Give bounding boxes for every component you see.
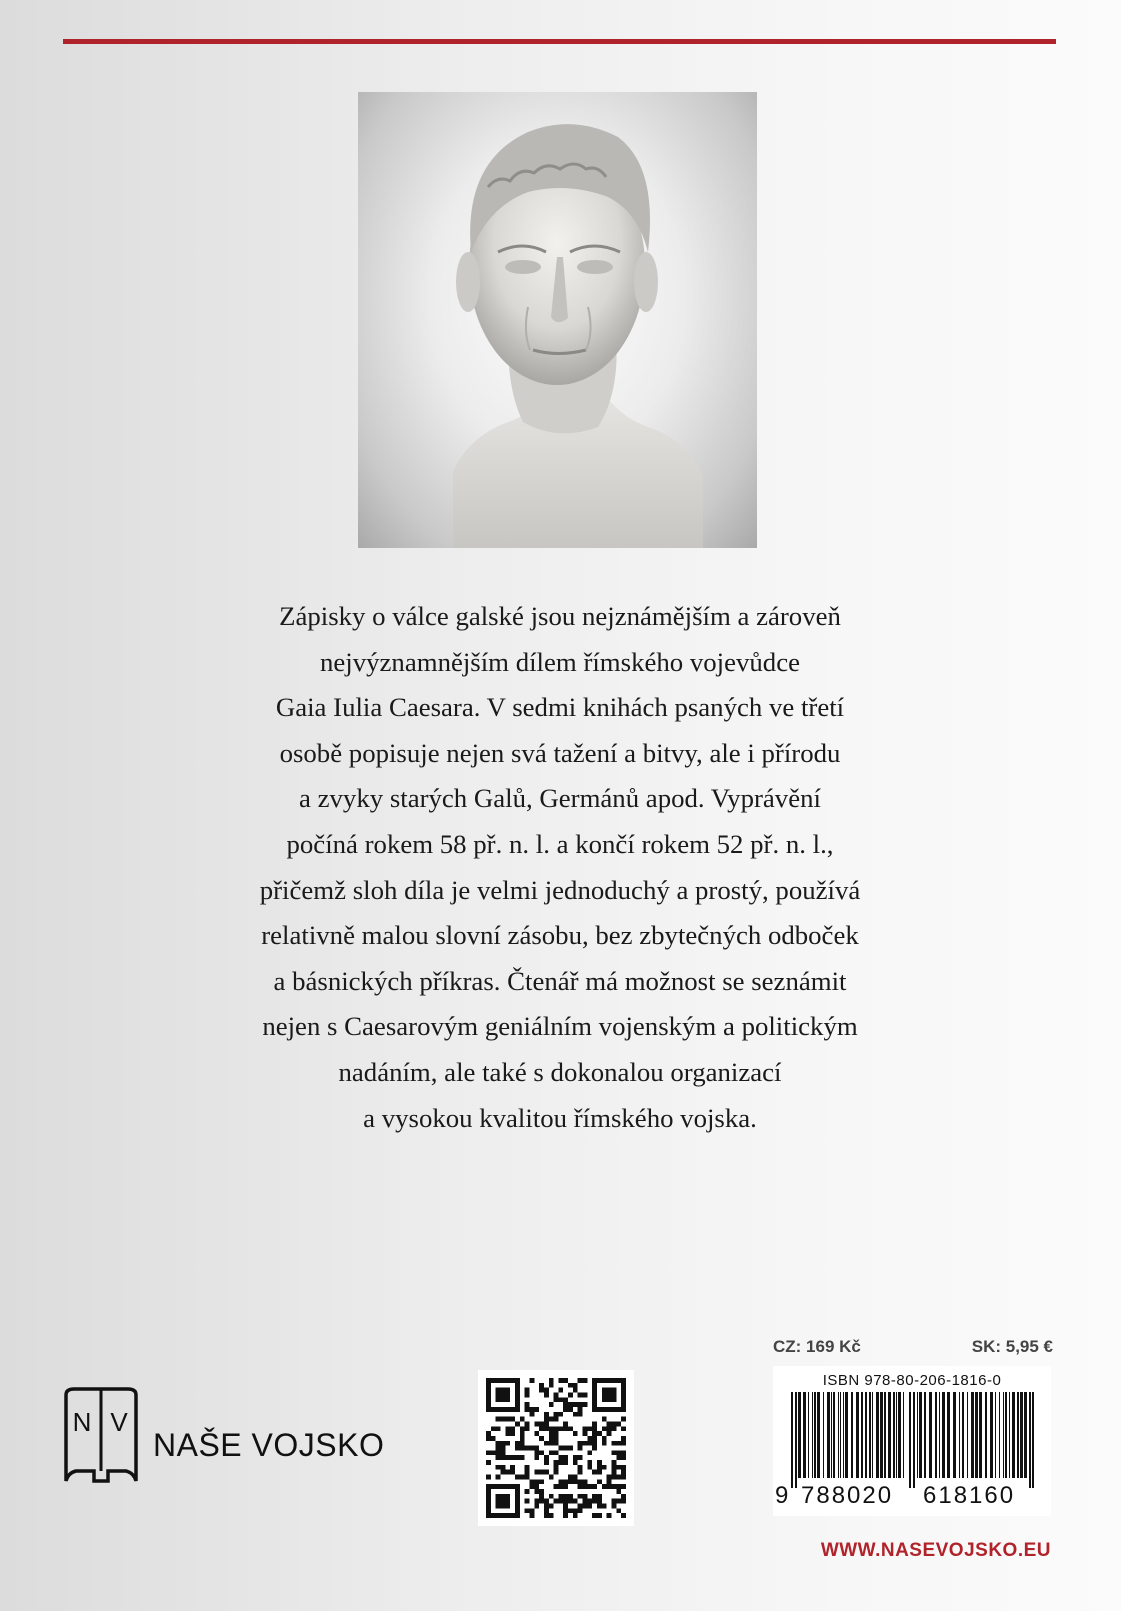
ean-lead-digit: 9 [775, 1482, 789, 1509]
price-sk: SK: 5,95 € [971, 1337, 1053, 1356]
blurb-line: Zápisky o válce galské jsou nejznámějším a zároveň [279, 601, 841, 631]
caesar-bust-image [358, 92, 757, 548]
blurb-line: nejen s Caesarovým geniálním vojenským a politickým [262, 1011, 858, 1042]
price-cz: CZ: 169 Kč [773, 1337, 861, 1356]
website-link[interactable]: WWW.NASEVOJSKO.EU [820, 1540, 1051, 1561]
blurb-line: a básnických příkras. Čtenář má možnost se seznámit [273, 965, 847, 996]
nv-book-logo-icon [60, 1385, 142, 1485]
ean-right-digits: 618160 [923, 1482, 1016, 1509]
blurb-line: Gaia Iulia Caesara. V sedmi knihách psaných ve třetí [275, 692, 845, 723]
blurb-line: relativně malou slovní zásobu, bez zbytečných odboček [261, 920, 859, 951]
publisher-logo [60, 1385, 385, 1485]
blurb-line: nadáním, ale také s dokonalou organizací [338, 1056, 782, 1087]
blurb-line: počíná rokem 58 př. n. l. a končí rokem 52 př. n. l., [286, 828, 834, 859]
isbn-barcode [773, 1366, 1051, 1516]
qr-code-icon [486, 1378, 626, 1518]
svg-text:N: N [72, 1407, 92, 1437]
blurb-line: přičemž sloh díla je velmi jednoduchý a prostý, používá [259, 874, 861, 905]
top-red-rule [63, 39, 1056, 44]
blurb-line: osobě popisuje nejen svá tažení a bitvy, ale i přírodu [279, 737, 841, 768]
blurb-line: a zvyky starých Galů, Germánů apod. Vyprávění [299, 783, 821, 814]
qr-code[interactable] [478, 1370, 634, 1526]
svg-text:V: V [110, 1407, 128, 1437]
blurb-text [150, 594, 970, 1141]
ean-left-digits: 788020 [801, 1482, 894, 1509]
barcode-icon [791, 1392, 1035, 1488]
blurb-line: a vysokou kvalitou římského vojska. [363, 1102, 757, 1133]
isbn-label: ISBN 978-80-206-1816-0 [822, 1372, 1002, 1389]
publisher-name: NAŠE VOJSKO [153, 1427, 385, 1463]
blurb-line: nejvýznamnějším dílem římského vojevůdce [320, 646, 800, 677]
